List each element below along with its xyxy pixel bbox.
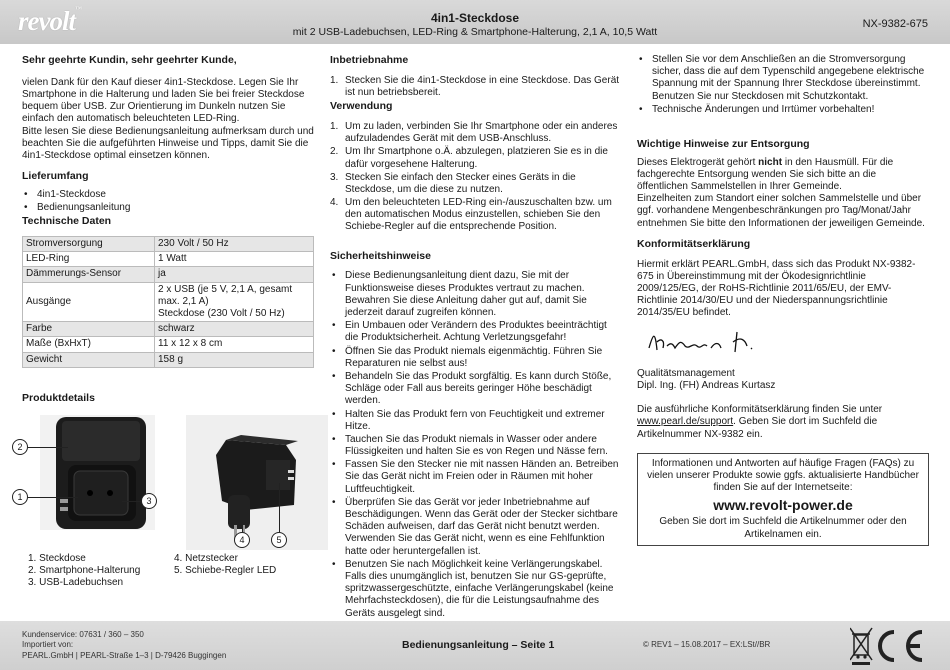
product-details-heading: Produktdetails	[22, 391, 95, 404]
spec-value: 2 x USB (je 5 V, 2,1 A, gesamt max. 2,1 A) Steckdose (230 Volt / 50 Hz)	[155, 282, 314, 322]
tech-data-table	[22, 236, 314, 368]
list-item: 1. Stecken Sie die 4in1-Steckdose in eine Steckdose. Das Gerät ist nun betriebsbereit.	[330, 74, 620, 98]
spec-key: Maße (BxHxT)	[23, 337, 155, 352]
spec-value: 158 g	[155, 352, 314, 367]
spec-key: Farbe	[23, 322, 155, 337]
spec-value: 11 x 12 x 8 cm	[155, 337, 314, 352]
list-item: • Diese Bedienungsanleitung dient dazu, Sie mit der Funktionsweise dieses Produktes vertraut zu machen. Bewahren Sie diese Anleitung daher gut auf, damit Sie jederzeit darauf zugreifen können.	[330, 270, 622, 319]
spec-key: Stromversorgung	[23, 237, 155, 252]
list-item: • Technische Änderungen und Irrtümer vorbehalten!	[637, 104, 929, 116]
list-item: 4. Um den beleuchteten LED-Ring ein-/auszuschalten bzw. um den automatischen Modus einzustellen, schieben Sie den Schiebe-Regler auf die entsprechende Position.	[330, 197, 612, 233]
legend-item: 5. Schiebe-Regler LED	[174, 564, 277, 576]
spec-value: ja	[155, 267, 314, 282]
callout-4: 4	[234, 532, 250, 548]
callout-leader	[28, 497, 78, 498]
list-item: • Bedienungsanleitung	[22, 202, 314, 214]
faq-text: Informationen und Antworten auf häufige Fragen (FAQs) zu vielen unserer Produkte sowie ggfs. aktualisierte Handbücher finden Sie auf der Internetseite:	[647, 457, 919, 494]
table-row	[23, 282, 314, 322]
list-item: • Stellen Sie vor dem Anschließen an die Stromversorgung sicher, dass die auf dem Typenschild angegebene elektrische Spannung mit der Spannung Ihrer Steckdose übereinstimmt. Benutzen Sie nur Steckdosen mit Schutzkontakt.	[637, 54, 929, 103]
callout-leader	[279, 483, 280, 532]
start-heading: Inbetriebnahme	[330, 54, 409, 66]
conformity-text: Hiermit erklärt PEARL.GmbH, dass sich das Produkt NX-9382-675 in Übereinstimmung mit der Ökodesignrichtlinie 2009/125/EG, der RoHS-Richtlinie 2011/65/EU, der EMV-Richtlinie 2014/30/EU und der Niederspannungsrichtlinie 2014/35/EU befindet.	[637, 258, 916, 319]
safety-list	[330, 270, 622, 619]
product-photos	[17, 413, 314, 553]
list-item: • Überprüfen Sie das Gerät vor jeder Inbetriebnahme auf Beschädigungen. Wenn das Gerät oder der Stecker sichtbare Schäden aufweisen, darf das Gerät nicht benutzt werden. Verwenden Sie das Gerät nicht, wenn es eine Fehlfunktion hatte oder heruntergefallen ist.	[330, 497, 622, 558]
product-legend	[22, 553, 314, 593]
disposal-paragraph-1: Dieses Elektrogerät gehört nicht in den Hausmüll. Für die fachgerechte Entsorgung wenden Sie sich bitte an die öffentlichen Sammelstellen in Ihrer Gemeinde.	[637, 156, 894, 193]
certification-marks	[850, 626, 928, 666]
product-photo-front	[40, 415, 155, 530]
importer-label: Importiert von:	[22, 640, 74, 650]
faq-hint: Geben Sie dort im Suchfeld die Artikelnummer oder den Artikelnamen ein.	[659, 516, 907, 540]
list-item: • Tauchen Sie das Produkt niemals in Wasser oder andere Flüssigkeiten und halten Sie es von Regen und Nässe fern.	[330, 434, 622, 458]
intro-paragraph-2: Bitte lesen Sie diese Bedienungsanleitung aufmerksam durch und beachten Sie die aufgeführten Hinweise und Tipps, damit Sie die 4in1-Steckdose optimal einsetzen können.	[22, 125, 314, 161]
column-left	[17, 54, 314, 593]
list-item: 1. Um zu laden, verbinden Sie Ihr Smartphone oder ein anderes aufzuladendes Gerät mit dem USB-Anschluss.	[330, 120, 618, 145]
revision-info: © REV1 – 15.08.2017 – EX:LSt//BR	[643, 640, 771, 649]
list-item: • 4in1-Steckdose	[22, 189, 314, 201]
callout-3: 3	[141, 493, 157, 509]
column-right	[637, 54, 929, 546]
spec-key: Gewicht	[23, 352, 155, 367]
table-row	[23, 237, 314, 252]
greeting-heading: Sehr geehrte Kundin, sehr geehrter Kunde,	[22, 54, 237, 66]
signatory-name: Dipl. Ing. (FH) Andreas Kurtasz	[637, 379, 776, 391]
support-link[interactable]: www.pearl.de/support	[637, 416, 734, 428]
importer-address: PEARL.GmbH | PEARL-Straße 1–3 | D-79426 Buggingen	[22, 650, 227, 660]
spec-key: Dämmerungs-Sensor	[23, 267, 155, 282]
spec-value: 1 Watt	[155, 252, 314, 267]
list-item: 2. Um Ihr Smartphone o.Ä. abzulegen, platzieren Sie es in die dafür vorgesehene Halterung.	[330, 146, 608, 170]
spec-key: Ausgänge	[23, 282, 155, 322]
callout-5: 5	[271, 532, 287, 548]
list-item: • Benutzen Sie nach Möglichkeit keine Verlängerungskabel. Falls dies unumgänglich ist, benutzen Sie nur GS-geprüfte, spritzwassergeschützte, einfache Verlängerungskabel (keine Mehrfachsteckdosen), die für die Leistungsaufnahme des Geräts ausgelegt sind.	[330, 559, 622, 620]
legend-item: 4. Netzstecker	[174, 552, 238, 564]
callout-leader	[242, 509, 243, 532]
scope-list	[22, 189, 314, 214]
spec-key: LED-Ring	[23, 252, 155, 267]
legend-item: 3. USB-Ladebuchsen	[28, 576, 124, 588]
callout-leader	[28, 447, 68, 448]
brand-logo: revolt™	[18, 5, 81, 36]
intro-paragraph-1: vielen Dank für den Kauf dieser 4in1-Steckdose. Legen Sie Ihr Smartphone in die Halterung und laden Sie bei freier Steckdose bequem über USB. Zur Orientierung im Dunkeln nutzen Sie einfach den automatisch beleuchteten LED-Ring.	[22, 76, 305, 125]
ce-mark-icon	[880, 632, 922, 660]
page-label: Bedienungsanleitung – Seite 1	[402, 639, 555, 651]
list-item: • Behandeln Sie das Produkt sorgfältig. Es kann durch Stöße, Schläge oder Fall aus bereits geringer Höhe beschädigt werden.	[330, 371, 622, 408]
document-subtitle: mit 2 USB-Ladebuchsen, LED-Ring & Smartphone-Halterung, 2,1 A, 10,5 Watt	[292, 26, 658, 38]
list-item: 3. Stecken Sie einfach den Stecker eines Geräts in die Steckdose, um die diese zu nutzen.	[330, 171, 576, 195]
list-item: • Öffnen Sie das Produkt niemals eigenmächtig. Führen Sie Reparaturen nie selbst aus!	[330, 346, 622, 370]
customer-service: Kundenservice: 07631 / 360 – 350	[22, 630, 144, 639]
table-row	[23, 322, 314, 337]
weee-bin-icon	[850, 628, 872, 665]
safety-heading: Sicherheitshinweise	[330, 249, 431, 262]
tech-data-heading: Technische Daten	[22, 215, 112, 228]
legend-item: 2. Smartphone-Halterung	[28, 564, 141, 576]
table-row	[23, 267, 314, 282]
product-photo-side	[186, 415, 328, 550]
table-row	[23, 252, 314, 267]
signature-image	[645, 324, 929, 362]
faq-url-link[interactable]: www.revolt-power.de	[713, 497, 853, 514]
disposal-heading: Wichtige Hinweise zur Entsorgung	[637, 137, 810, 150]
spec-value: schwarz	[155, 322, 314, 337]
article-number: NX-9382-675	[862, 18, 928, 30]
start-steps	[330, 75, 622, 99]
callout-leader	[122, 501, 141, 502]
column-middle	[330, 54, 622, 621]
list-item: • Ein Umbauen oder Verändern des Produktes beeinträchtigt die Produktsicherheit. Achtung Verletzungsgefahr!	[330, 320, 622, 344]
legend-item: 1. Steckdose	[28, 552, 86, 564]
footer-contact	[22, 630, 226, 661]
list-item: • Halten Sie das Produkt fern von Feuchtigkeit und extremer Hitze.	[330, 409, 622, 433]
callout-1: 1	[12, 489, 28, 505]
document-title: 4in1-Steckdose	[430, 11, 520, 25]
page-footer	[0, 621, 950, 670]
full-declaration-text: Die ausführliche Konformitätserklärung finden Sie unter www.pearl.de/support. Geben Sie dort im Suchfeld die Artikelnummer NX-9382 ein.	[637, 404, 883, 440]
safety-list-continued	[637, 54, 929, 116]
callout-2: 2	[12, 439, 28, 455]
page-header	[0, 0, 950, 44]
spec-value: 230 Volt / 50 Hz	[155, 237, 314, 252]
use-heading: Verwendung	[330, 100, 393, 113]
scope-heading: Lieferumfang	[22, 170, 89, 183]
faq-box	[637, 453, 929, 546]
disposal-paragraph-2: Einzelheiten zum Standort einer solchen Sammelstelle und über ggf. vorhandene Mengenbeschränkungen pro Tag/Monat/Jahr entnehmen Sie bitte den Informationen der jeweiligen Gemeinde.	[637, 193, 925, 229]
table-row	[23, 337, 314, 352]
list-item: • Fassen Sie den Stecker nie mit nassen Händen an. Betreiben Sie das Gerät nicht im Freien oder in Räumen mit hoher Luftfeuchtigkeit.	[330, 459, 622, 496]
table-row	[23, 352, 314, 367]
conformity-heading: Konformitätserklärung	[637, 237, 751, 250]
use-steps	[330, 121, 622, 234]
signatory-role: Qualitätsmanagement	[637, 367, 735, 379]
